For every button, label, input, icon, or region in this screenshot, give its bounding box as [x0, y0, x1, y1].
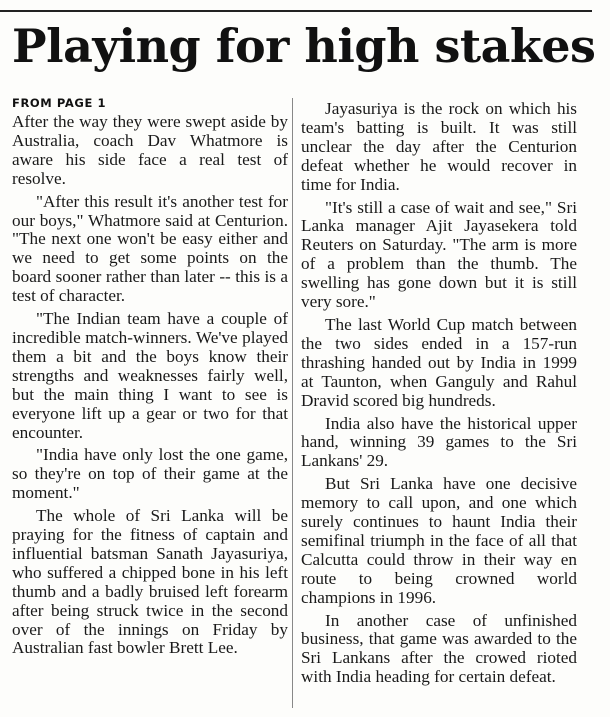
paragraph: In another case of unfinished business, that game was awarded to the Sri Lankans after the crowed rioted with India heading for certain defeat.: [301, 610, 577, 687]
paragraph: Jayasuriya is the rock on which his team's batting is built. It was still unclear the day after the Centurion defeat whether he would recover in time for India.: [301, 99, 577, 194]
paragraph: "The Indian team have a couple of incredible match-winners. We've played them a bit and the boys know their strengths and weaknesses fairly well, but the main thing I want to see is everyone lift up a gear or two for that encounter.: [12, 309, 288, 442]
kicker: FROM PAGE 1: [12, 96, 107, 110]
paragraph: "After this result it's another test for our boys," Whatmore said at Centurion. "The next one won't be easy either and we need to get some points on the board sooner rather than later -- this is a test of character.: [12, 191, 288, 306]
right-column: [301, 100, 577, 691]
paragraph: "India have only lost the one game, so they're on top of their game at the moment.": [12, 445, 288, 503]
paragraph: India also have the historical upper hand, winning 39 games to the Sri Lankans' 29.: [301, 413, 577, 471]
headline: Playing for high stakes: [12, 19, 596, 73]
paragraph: But Sri Lanka have one decisive memory to call upon, and one which surely continues to haunt India their semifinal triumph in the face of all that Calcutta could throw in their way en route to being crowned world champions in 1996.: [301, 474, 577, 607]
paragraph: The whole of Sri Lanka will be praying for the fitness of captain and influential batsman Sanath Jayasuriya, who suffered a chipped bone in his left thumb and a badly bruised left forearm after being struck twice in the second over of the innings on Friday by Australian fast bowler Brett Lee.: [12, 506, 288, 658]
paragraph: "It's still a case of wait and see," Sri Lanka manager Ajit Jayasekera told Reuters on Saturday. "The arm is more of a problem than the thumb. The swelling has gone down but it is still very sore.": [301, 197, 577, 312]
top-rule: [0, 10, 592, 12]
paragraph: The last World Cup match between the two sides ended in a 157-run thrashing handed out by India in 1999 at Taunton, when Ganguly and Rahul Dravid scored big hundreds.: [301, 314, 577, 410]
paragraph: After the way they were swept aside by Australia, coach Dav Whatmore is aware his side face a real test of resolve.: [12, 112, 288, 188]
column-divider: [292, 98, 293, 708]
left-column: [12, 96, 288, 662]
